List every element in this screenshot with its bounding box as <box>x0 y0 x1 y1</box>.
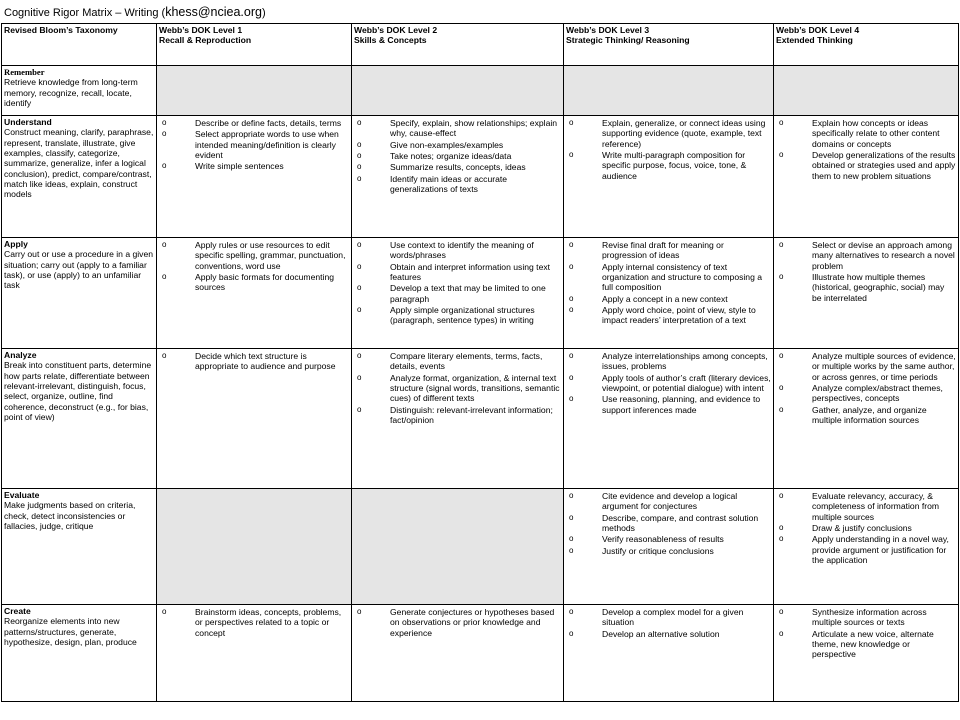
header-line1: Webb’s DOK Level 4 <box>776 25 860 35</box>
bullet-icon: o <box>779 382 784 392</box>
taxonomy-level-description: Carry out or use a procedure in a given situation; carry out (apply to a familiar task), or use (apply) to an unfamiliar task <box>4 249 154 291</box>
item-text: Explain how concepts or ideas specifically relate to other content domains or concepts <box>812 118 940 149</box>
item-list <box>566 351 771 415</box>
dok3-cell <box>564 605 774 702</box>
dok3-cell <box>564 116 774 238</box>
dok1-cell <box>157 349 352 489</box>
taxonomy-level-name: Apply <box>4 239 28 249</box>
taxonomy-level-name: Analyze <box>4 350 37 360</box>
header-cell-dok3 <box>564 24 774 66</box>
list-item <box>354 240 561 261</box>
bullet-icon: o <box>357 607 362 616</box>
header-line2: Skills & Concepts <box>354 35 427 46</box>
list-item <box>354 373 561 404</box>
bullet-icon: o <box>357 261 362 271</box>
item-text: Explain, generalize, or connect ideas using supporting evidence (quote, example, text reference) <box>602 118 766 149</box>
dok3-cell <box>564 489 774 605</box>
item-text: Identify main ideas or accurate generalizations of texts <box>390 173 508 194</box>
bullet-icon: o <box>779 522 784 532</box>
list-item <box>776 118 956 149</box>
header-line1: Webb’s DOK Level 3 <box>566 25 650 35</box>
bullet-icon: o <box>569 545 574 555</box>
item-text: Describe, compare, and contrast solution methods <box>602 512 759 533</box>
matrix-body <box>2 66 959 702</box>
list-item <box>566 305 771 326</box>
item-text: Develop a complex model for a given situation <box>602 607 744 628</box>
taxonomy-cell <box>2 605 157 702</box>
item-list <box>354 118 561 194</box>
bullet-icon: o <box>357 351 362 360</box>
item-text: Obtain and interpret information using text features <box>390 261 551 282</box>
list-item <box>354 405 561 426</box>
list-item <box>566 262 771 293</box>
item-text: Synthesize information across multiple sources or texts <box>812 607 927 628</box>
bullet-icon: o <box>779 534 784 544</box>
item-list <box>159 118 349 172</box>
list-item <box>566 240 771 261</box>
item-text: Brainstorm ideas, concepts, problems, or perspectives related to a topic or concept <box>195 607 342 638</box>
header-cell-dok4 <box>774 24 959 66</box>
item-text: Apply tools of author’s craft (literary devices, viewpoint, or potential dialogue) with intent <box>602 372 771 393</box>
cognitive-rigor-matrix <box>1 23 959 702</box>
bullet-icon: o <box>569 628 574 638</box>
list-item <box>354 262 561 283</box>
item-text: Describe or define facts, details, terms <box>195 118 342 128</box>
list-item <box>159 240 349 271</box>
bullet-icon: o <box>569 240 574 249</box>
bullet-icon: o <box>162 607 167 616</box>
bullet-icon: o <box>357 240 362 249</box>
taxonomy-level-description: Construct meaning, clarify, paraphrase, represent, translate, illustrate, give examples, classify, categorize, summarize, generalize, infer a logical conclusion), predict, compare/contrast, match like ideas, explain, construct models <box>4 127 154 200</box>
item-list <box>354 351 561 425</box>
bullet-icon: o <box>162 271 167 281</box>
taxonomy-level-name: Create <box>4 606 31 616</box>
bullet-icon: o <box>779 118 784 127</box>
bullet-icon: o <box>569 512 574 522</box>
list-item <box>566 394 771 415</box>
item-text: Use context to identify the meaning of words/phrases <box>390 240 534 261</box>
item-list <box>776 240 956 303</box>
dok2-cell <box>352 489 564 605</box>
dok1-cell <box>157 605 352 702</box>
bullet-icon: o <box>569 351 574 360</box>
list-item <box>354 305 561 326</box>
matrix-row-analyze <box>2 349 959 489</box>
list-item <box>566 118 771 149</box>
dok1-cell <box>157 66 352 116</box>
list-item <box>566 546 771 556</box>
item-text: Use reasoning, planning, and evidence to support inferences made <box>602 394 761 415</box>
item-text: Apply rules or use resources to edit specific spelling, grammar, punctuation, conventions, word use <box>195 240 346 271</box>
item-text: Evaluate relevancy, accuracy, & completeness of information from multiple sources <box>812 491 940 522</box>
header-row <box>2 24 959 66</box>
header-cell-dok2 <box>352 24 564 66</box>
dok3-cell <box>564 238 774 349</box>
dok4-cell <box>774 238 959 349</box>
matrix-row-apply <box>2 238 959 349</box>
bullet-icon: o <box>569 118 574 127</box>
list-item <box>776 523 956 533</box>
list-item <box>159 161 349 171</box>
header-line2: Recall & Reproduction <box>159 35 252 46</box>
bullet-icon: o <box>779 149 784 159</box>
item-text: Analyze multiple sources of evidence, or multiple works by the same author, or across genres, or time periods <box>812 351 956 382</box>
list-item <box>776 491 956 522</box>
bullet-icon: o <box>162 161 167 171</box>
item-list <box>566 118 771 181</box>
taxonomy-cell <box>2 238 157 349</box>
item-list <box>354 240 561 326</box>
item-list <box>776 607 956 660</box>
dok4-cell <box>774 489 959 605</box>
item-text: Specify, explain, show relationships; explain why, cause-effect <box>390 118 558 139</box>
dok4-cell <box>774 349 959 489</box>
list-item <box>354 174 561 195</box>
taxonomy-level-name: Remember <box>4 67 45 77</box>
list-item <box>776 607 956 628</box>
item-text: Develop a text that may be limited to one paragraph <box>390 283 546 304</box>
item-text: Select or devise an approach among many alternatives to research a novel problem <box>812 240 955 271</box>
item-text: Apply a concept in a new context <box>602 293 728 304</box>
header-cell-blooms <box>2 24 157 66</box>
matrix-row-remember <box>2 66 959 116</box>
item-text: Cite evidence and develop a logical argument for conjectures <box>602 491 738 512</box>
bullet-icon: o <box>779 491 784 500</box>
bullet-icon: o <box>162 351 167 360</box>
list-item <box>566 607 771 628</box>
item-text: Apply understanding in a novel way, provide argument or justification for the application <box>812 534 949 565</box>
taxonomy-cell <box>2 116 157 238</box>
list-item <box>354 283 561 304</box>
list-item <box>566 373 771 394</box>
bullet-icon: o <box>779 628 784 638</box>
header-line1: Revised Bloom’s Taxonomy <box>4 25 118 35</box>
list-item <box>159 607 349 638</box>
taxonomy-level-description: Reorganize elements into new patterns/structures, generate, hypothesize, design, plan, produce <box>4 616 137 647</box>
item-text: Analyze complex/abstract themes, perspectives, concepts <box>812 382 943 404</box>
list-item <box>776 272 956 303</box>
list-item <box>776 240 956 271</box>
dok4-cell <box>774 605 959 702</box>
list-item <box>159 129 349 160</box>
list-item <box>566 150 771 181</box>
list-item <box>776 351 956 382</box>
dok3-cell <box>564 66 774 116</box>
dok1-cell <box>157 489 352 605</box>
item-text: Apply word choice, point of view, style to impact readers’ interpretation of a text <box>602 304 756 326</box>
item-text: Develop an alternative solution <box>602 628 720 639</box>
list-item <box>566 491 771 512</box>
item-text: Take notes; organize ideas/data <box>390 150 512 161</box>
item-text: Decide which text structure is appropriate to audience and purpose <box>195 351 336 372</box>
list-item <box>566 351 771 372</box>
list-item <box>354 351 561 372</box>
item-list <box>159 607 349 638</box>
item-text: Distinguish: relevant-irrelevant information; fact/opinion <box>390 404 553 425</box>
taxonomy-cell <box>2 489 157 605</box>
item-text: Verify reasonableness of results <box>602 534 724 545</box>
bullet-icon: o <box>357 283 362 293</box>
dok3-cell <box>564 349 774 489</box>
taxonomy-level-name: Understand <box>4 117 52 127</box>
item-list <box>566 491 771 556</box>
bullet-icon: o <box>569 491 574 500</box>
list-item <box>776 534 956 565</box>
bullet-icon: o <box>569 372 574 382</box>
bullet-icon: o <box>779 607 784 616</box>
list-item <box>776 405 956 426</box>
dok1-cell <box>157 238 352 349</box>
dok1-cell <box>157 116 352 238</box>
item-text: Analyze format, organization, & internal text structure (signal words, transitions, semantic cues) of different texts <box>390 372 560 404</box>
bullet-icon: o <box>357 118 362 127</box>
bullet-icon: o <box>357 404 362 414</box>
item-text: Write simple sentences <box>195 161 284 172</box>
bullet-icon: o <box>779 271 784 281</box>
bullet-icon: o <box>162 129 167 139</box>
page-title <box>4 5 266 23</box>
dok2-cell <box>352 605 564 702</box>
item-text: Develop generalizations of the results obtained or strategies used and apply them to new problem situations <box>812 149 956 181</box>
item-text: Revise final draft for meaning or progression of ideas <box>602 240 724 261</box>
bullet-icon: o <box>779 351 784 360</box>
bullet-icon: o <box>569 261 574 271</box>
bullet-icon: o <box>357 173 362 183</box>
header-line1: Webb’s DOK Level 2 <box>354 25 438 35</box>
list-item <box>354 162 561 172</box>
taxonomy-level-description: Break into constituent parts, determine how parts relate, differentiate between relevant-irrelevant, distinguish, focus, select, organize, outline, find coherence, deconstruct (e.g., for bias, point of view) <box>4 360 152 422</box>
matrix-row-understand <box>2 116 959 238</box>
item-text: Compare literary elements, terms, facts, details, events <box>390 351 543 372</box>
item-text: Generate conjectures or hypotheses based on observations or prior knowledge and experience <box>390 607 555 638</box>
list-item <box>776 383 956 404</box>
title-close: ) <box>261 7 266 19</box>
list-item <box>354 151 561 161</box>
taxonomy-level-description: Retrieve knowledge from long-term memory, recognize, recall, locate, identify <box>4 77 138 108</box>
title-text: Cognitive Rigor Matrix – Writing ( <box>4 7 166 19</box>
list-item <box>776 629 956 660</box>
taxonomy-level-name: Evaluate <box>4 490 40 500</box>
bullet-icon: o <box>569 534 574 544</box>
list-item <box>159 118 349 128</box>
bullet-icon: o <box>357 162 362 172</box>
bullet-icon: o <box>357 372 362 382</box>
bullet-icon: o <box>569 394 574 404</box>
list-item <box>566 294 771 304</box>
item-list <box>566 607 771 639</box>
list-item <box>159 351 349 372</box>
list-item <box>566 513 771 534</box>
list-item <box>354 607 561 638</box>
item-text: Apply simple organizational structures (paragraph, sentence types) in writing <box>390 304 535 326</box>
taxonomy-cell <box>2 349 157 489</box>
dok2-cell <box>352 66 564 116</box>
bullet-icon: o <box>779 240 784 249</box>
item-list <box>354 607 561 638</box>
header-line2: Strategic Thinking/ Reasoning <box>566 35 690 46</box>
bullet-icon: o <box>569 607 574 616</box>
item-list <box>159 351 349 372</box>
title-email: khess@nciea.org <box>165 5 262 19</box>
header-cell-dok1 <box>157 24 352 66</box>
item-list <box>776 118 956 181</box>
item-text: Select appropriate words to use when intended meaning/definition is clearly evident <box>195 129 339 160</box>
bullet-icon: o <box>569 293 574 303</box>
bullet-icon: o <box>162 240 167 249</box>
dok2-cell <box>352 349 564 489</box>
item-text: Articulate a new voice, alternate theme, new knowledge or perspective <box>812 628 934 660</box>
dok2-cell <box>352 238 564 349</box>
item-text: Gather, analyze, and organize multiple information sources <box>812 404 927 425</box>
item-list <box>776 491 956 565</box>
item-text: Draw & justify conclusions <box>812 522 912 533</box>
list-item <box>566 629 771 639</box>
item-list <box>159 240 349 293</box>
matrix-row-create <box>2 605 959 702</box>
dok4-cell <box>774 116 959 238</box>
item-text: Justify or critique conclusions <box>602 545 714 556</box>
list-item <box>776 150 956 181</box>
matrix-row-evaluate <box>2 489 959 605</box>
bullet-icon: o <box>357 150 362 160</box>
item-list <box>776 351 956 425</box>
bullet-icon: o <box>162 118 167 127</box>
item-list <box>566 240 771 326</box>
bullet-icon: o <box>779 404 784 414</box>
dok2-cell <box>352 116 564 238</box>
dok4-cell <box>774 66 959 116</box>
item-text: Apply internal consistency of text organization and structure to composing a full composition <box>602 261 763 293</box>
item-text: Apply basic formats for documenting sources <box>195 271 334 293</box>
item-text: Summarize results, concepts, ideas <box>390 162 526 173</box>
list-item <box>566 534 771 544</box>
bullet-icon: o <box>569 304 574 314</box>
item-text: Write multi-paragraph composition for specific purpose, focus, voice, tone, & audience <box>602 149 747 181</box>
item-text: Analyze interrelationships among concepts, issues, problems <box>602 351 768 372</box>
bullet-icon: o <box>569 149 574 159</box>
list-item <box>159 272 349 293</box>
header-line1: Webb’s DOK Level 1 <box>159 25 243 35</box>
header-line2: Extended Thinking <box>776 35 853 46</box>
list-item <box>354 140 561 150</box>
bullet-icon: o <box>357 139 362 149</box>
taxonomy-level-description: Make judgments based on criteria, check, detect inconsistencies or fallacies, judge, critique <box>4 500 136 531</box>
list-item <box>354 118 561 139</box>
bullet-icon: o <box>357 304 362 314</box>
item-text: Illustrate how multiple themes (historical, geographic, social) may be interrelated <box>812 271 945 303</box>
item-text: Give non-examples/examples <box>390 139 504 150</box>
taxonomy-cell <box>2 66 157 116</box>
